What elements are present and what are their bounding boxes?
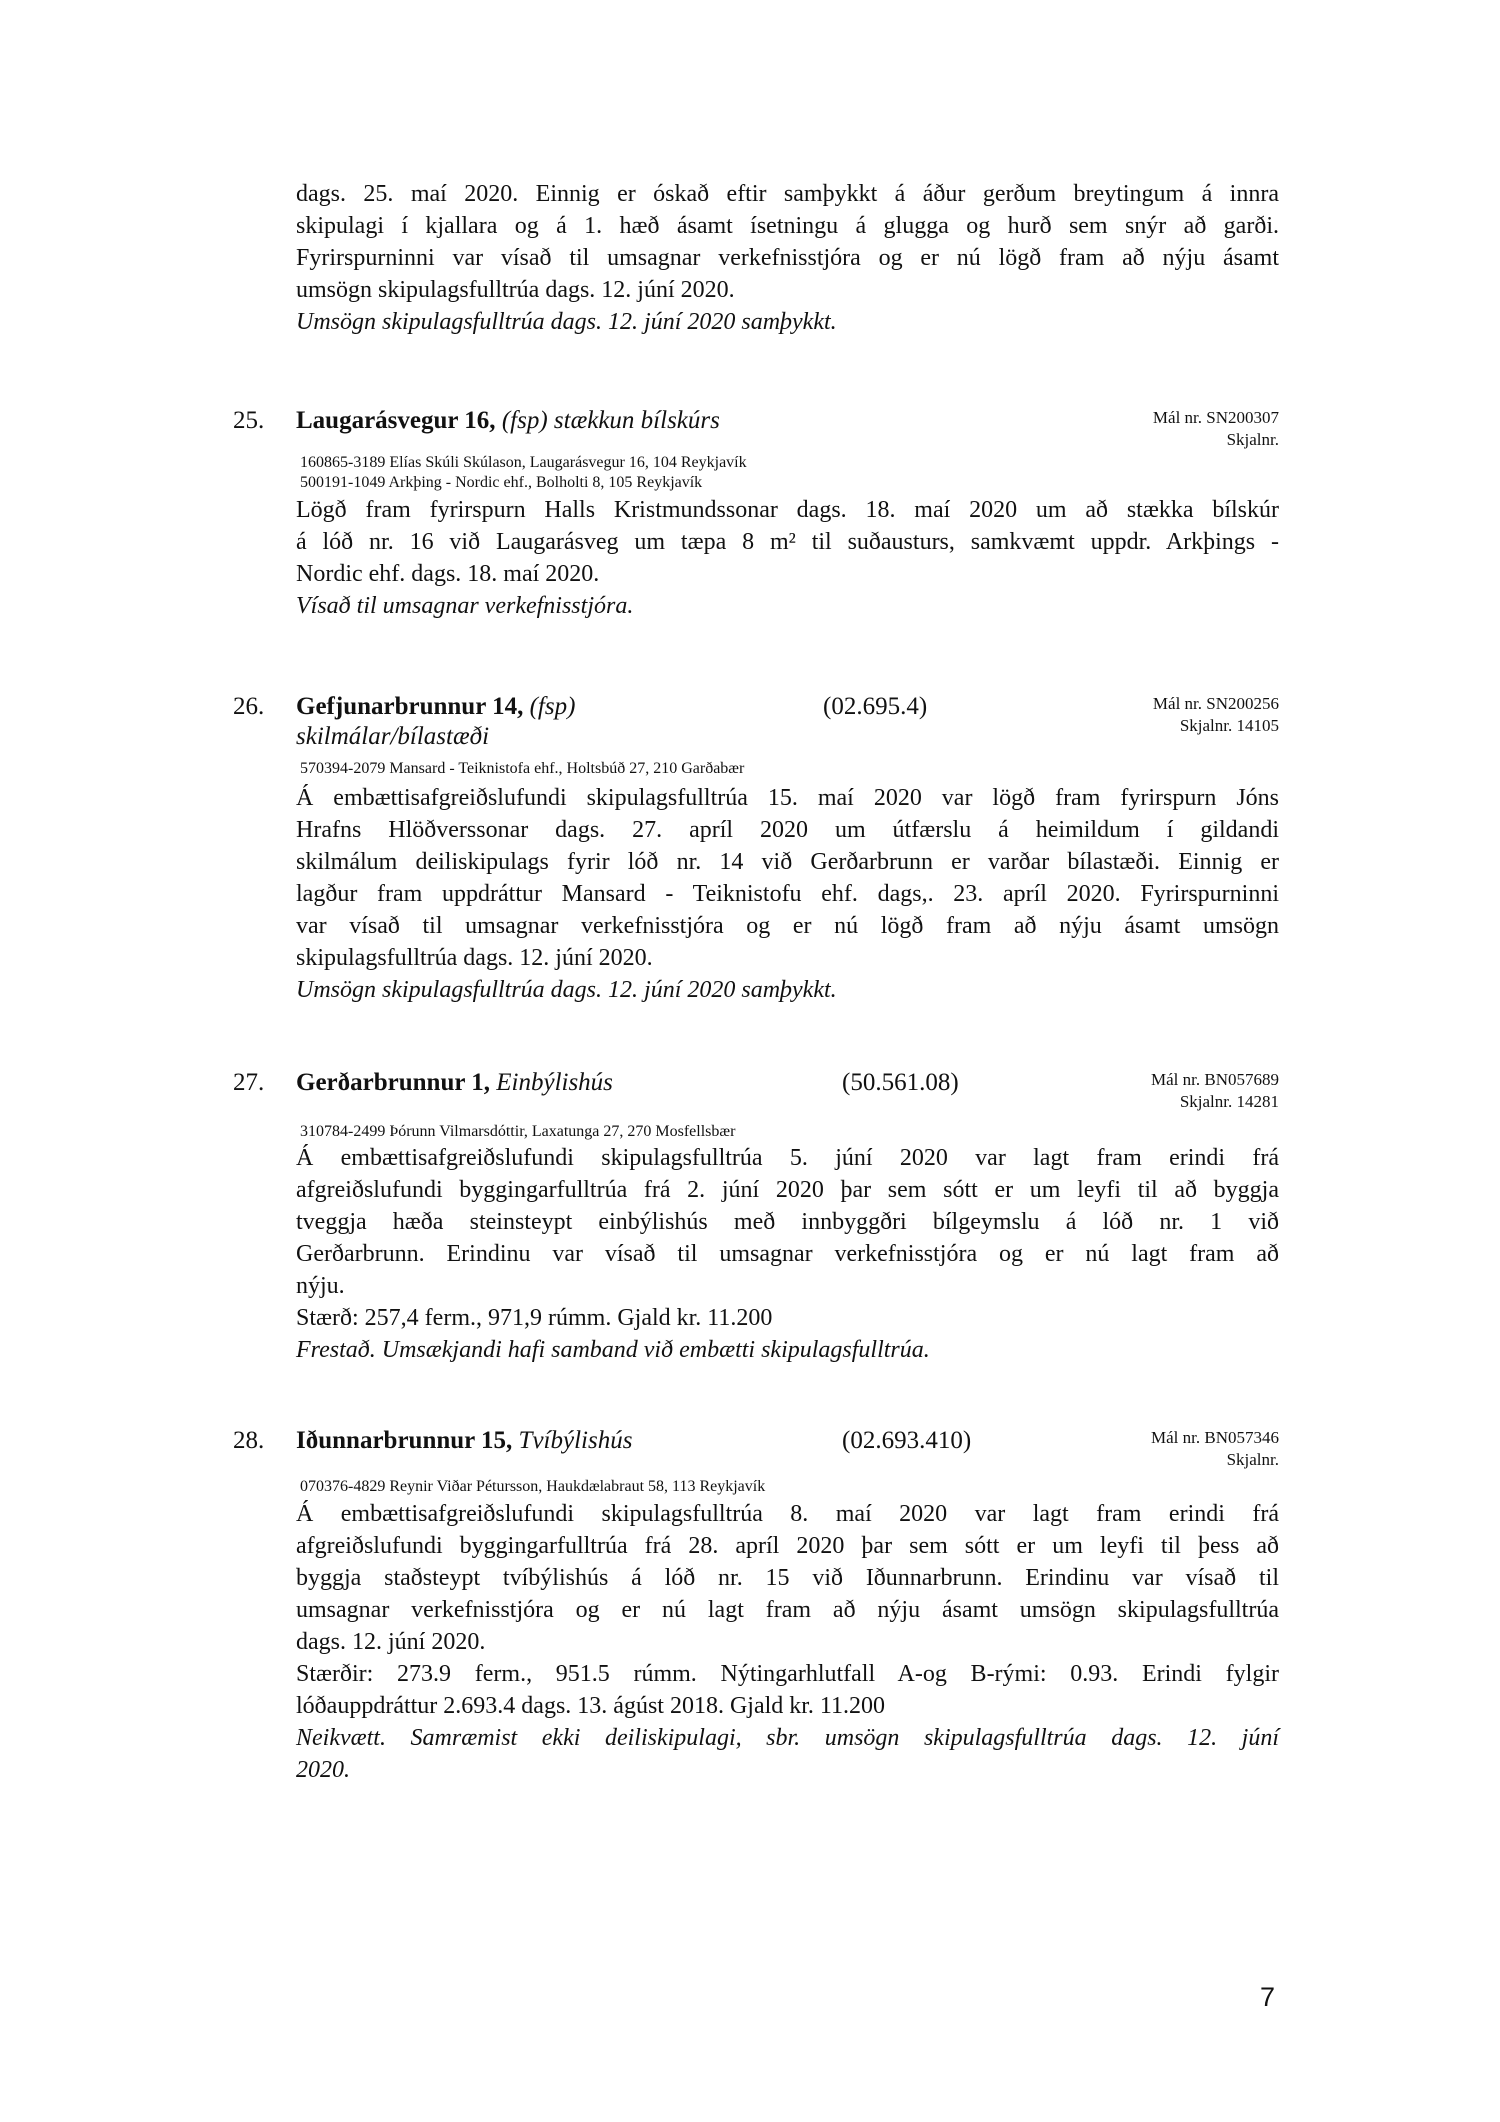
property-name: Iðunnarbrunnur 15,: [296, 1427, 513, 1454]
decision-cont: 2020.: [296, 1757, 350, 1783]
applicants: 570394-2079 Mansard - Teiknistofa ehf., Holtsbúð 27, 210 Garðabær: [300, 760, 745, 777]
decision: Umsögn skipulagsfulltrúa dags. 12. júní 2020 samþykkt.: [296, 977, 837, 1003]
case-number: Mál nr. BN057346: [1151, 1428, 1279, 1447]
document-number: Skjalnr.: [1226, 1450, 1279, 1469]
entry-title: [296, 693, 575, 721]
applicants: 160865-3189 Elías Skúli Skúlason, Laugarásvegur 16, 104 Reykjavík 500191-1049 Arkþing - Nordic ehf., Bolholti 8, 105 Reykjavík: [300, 454, 747, 491]
land-coordinate: (02.693.410): [842, 1427, 972, 1454]
decision: Vísað til umsagnar verkefnisstjóra.: [296, 593, 634, 619]
property-name: Laugarásvegur 16,: [296, 407, 496, 434]
size-info: Stærð: 257,4 ferm., 971,9 rúmm. Gjald kr. 11.200: [296, 1305, 773, 1331]
entry-subject: (fsp): [529, 693, 576, 720]
size-info: Stærðir: 273.9 ferm., 951.5 rúmm. Nýtingarhlutfall A-og B-rými: 0.93. Erindi fylgir: [296, 1661, 1279, 1687]
entry-text: Á embættisafgreiðslufundi skipulagsfulltrúa 5. júní 2020 var lagt fram erindi frá afgreiðslufundi byggingarfulltrúa frá 2. júní 2020 þar sem sótt er um leyfi til að byggja tveggja hæða steinsteypt einbýlishús með innbyggðri bílgeymslu á lóð nr. 1 við Gerðarbrunn. Erindinu var vísað til umsagnar verkefnisstjóra og er nú lagt fram að nýju. Stærð: 257,4 ferm., 971,9 rúmm. Gjald kr. 11.200 Frestað. Umsækjandi hafi samband við embætti skipulagsfulltrúa.: [296, 1142, 1279, 1366]
document-number: Skjalnr. 14281: [1179, 1092, 1279, 1111]
applicants: 070376-4829 Reynir Viðar Pétursson, Haukdælabraut 58, 113 Reykjavík: [300, 1478, 766, 1495]
entry-text: Á embættisafgreiðslufundi skipulagsfulltrúa 8. maí 2020 var lagt fram erindi frá afgreiðslufundi byggingarfulltrúa frá 28. apríl 2020 þar sem sótt er um leyfi til þess að byggja staðsteypt tvíbýlishús á lóð nr. 15 við Iðunnarbrunn. Erindinu var vísað til umsagnar verkefnisstjóra og er nú lagt fram að nýju ásamt umsögn skipulagsfulltrúa dags. 12. júní 2020. Stærðir: 273.9 ferm., 951.5 rúmm. Nýtingarhlutfall A-og B-rými: 0.93. Erindi fylgir lóðauppdráttur 2.693.4 dags. 13. ágúst 2018. Gjald kr. 11.200 Neikvætt. Samræmist ekki deiliskipulagi, sbr. umsögn skipulagsfulltrúa dags. 12. júní 2020.: [296, 1498, 1279, 1786]
size-info-cont: lóðauppdráttur 2.693.4 dags. 13. ágúst 2018. Gjald kr. 11.200: [296, 1693, 886, 1719]
entry-subject: Tvíbýlishús: [518, 1427, 633, 1454]
decision: Frestað. Umsækjandi hafi samband við embætti skipulagsfulltrúa.: [296, 1337, 930, 1363]
property-name: Gefjunarbrunnur 14,: [296, 693, 524, 720]
entry-title: [296, 1069, 613, 1097]
entry-number: 26.: [233, 693, 265, 720]
entry-number: 25.: [233, 407, 265, 434]
entry-number: 27.: [233, 1069, 265, 1096]
decision: Neikvætt. Samræmist ekki deiliskipulagi, sbr. umsögn skipulagsfulltrúa dags. 12. júní: [296, 1725, 1279, 1751]
case-refs: [1151, 1427, 1279, 1471]
land-coordinate: (02.695.4): [823, 693, 928, 720]
land-coordinate: (50.561.08): [842, 1069, 959, 1096]
entry-subject: (fsp) stækkun bílskúrs: [501, 407, 720, 434]
case-refs: [1153, 407, 1279, 451]
entry-title: [296, 1427, 632, 1455]
continuation-text: dags. 25. maí 2020. Einnig er óskað eftir samþykkt á áður gerðum breytingum á innra skipulagi í kjallara og á 1. hæð ásamt ísetningu á glugga og hurð sem snýr að garði. Fyrirspurninni var vísað til umsagnar verkefnisstjóra og er nú lögð fram að nýju ásamt umsögn skipulagsfulltrúa dags. 12. júní 2020. Umsögn skipulagsfulltrúa dags. 12. júní 2020 samþykkt.: [296, 178, 1279, 338]
case-refs: [1151, 1069, 1279, 1113]
entry-subject-line2: skilmálar/bílastæði: [296, 723, 490, 750]
page-number: 7: [1260, 1982, 1276, 2012]
applicants: 310784-2499 Þórunn Vilmarsdóttir, Laxatunga 27, 270 Mosfellsbær: [300, 1123, 736, 1140]
property-name: Gerðarbrunnur 1,: [296, 1069, 490, 1096]
case-number: Mál nr. SN200307: [1152, 408, 1279, 427]
decision: Umsögn skipulagsfulltrúa dags. 12. júní 2020 samþykkt.: [296, 309, 837, 335]
case-number: Mál nr. SN200256: [1152, 694, 1279, 713]
entry-text: Á embættisafgreiðslufundi skipulagsfulltrúa 15. maí 2020 var lögð fram fyrirspurn Jóns Hrafns Hlöðverssonar dags. 27. apríl 2020 um útfærslu á heimildum í gildandi skilmálum deiliskipulags fyrir lóð nr. 14 við Gerðarbrunn er varðar bílastæði. Einnig er lagður fram uppdráttur Mansard - Teiknistofu ehf. dags,. 23. apríl 2020. Fyrirspurninni var vísað til umsagnar verkefnisstjóra og er nú lögð fram að nýju ásamt umsögn skipulagsfulltrúa dags. 12. júní 2020. Umsögn skipulagsfulltrúa dags. 12. júní 2020 samþykkt.: [296, 782, 1279, 1006]
entry-text: Lögð fram fyrirspurn Halls Kristmundssonar dags. 18. maí 2020 um að stækka bílskúr á lóð nr. 16 við Laugarásveg um tæpa 8 m² til suðausturs, samkvæmt uppdr. Arkþings - Nordic ehf. dags. 18. maí 2020. Vísað til umsagnar verkefnisstjóra.: [296, 494, 1279, 622]
document-number: Skjalnr. 14105: [1179, 716, 1279, 735]
case-refs: [1153, 693, 1279, 737]
entry-title: [296, 407, 720, 435]
case-number: Mál nr. BN057689: [1151, 1070, 1279, 1089]
entry-subject: Einbýlishús: [496, 1069, 613, 1096]
document-number: Skjalnr.: [1226, 430, 1279, 449]
entry-number: 28.: [233, 1427, 265, 1454]
